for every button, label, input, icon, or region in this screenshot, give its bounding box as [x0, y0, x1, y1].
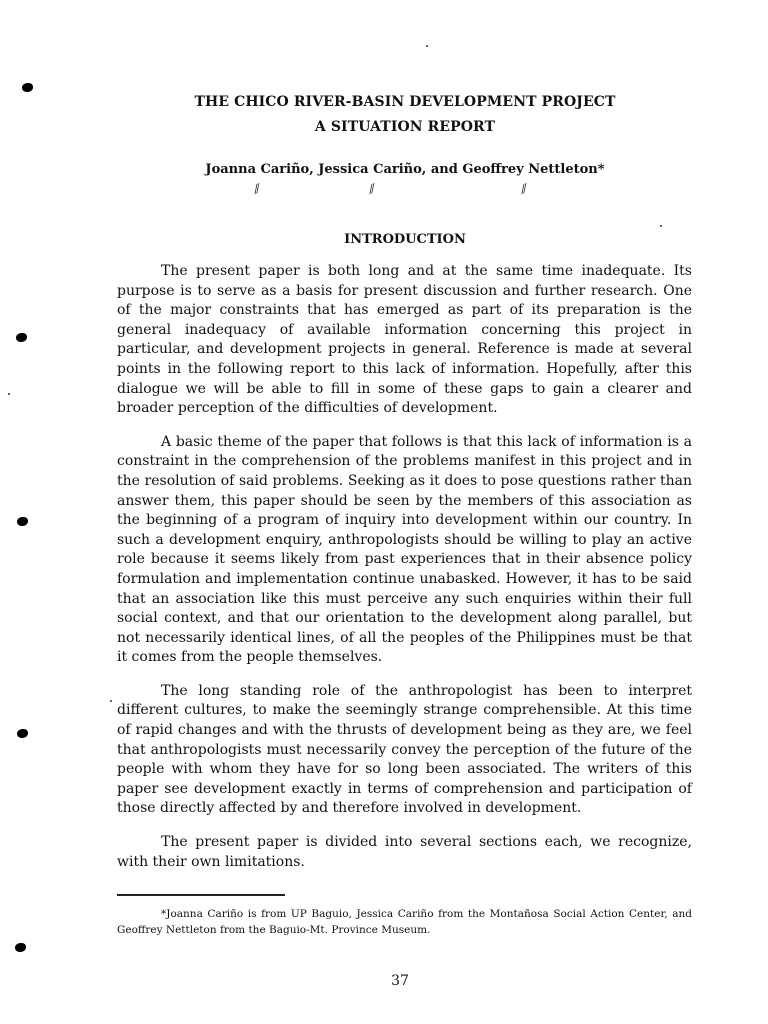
- body-text: [117, 262, 692, 886]
- footnote-divider: [117, 894, 285, 896]
- footnote: *Joanna Cariño is from UP Baguio, Jessica Cariño from the Montañosa Social Action Center, and Geoffrey Nettleton from the Baguio-Mt. Province Museum.: [117, 908, 692, 936]
- paper-title: THE CHICO RIVER-BASIN DEVELOPMENT PROJECT: [194, 94, 616, 110]
- paragraph: The present paper is both long and at the same time inadequate. Its purpose is to serve as a basis for present discussion and further research. One of the major constraints that has emerged as part of its preparation is the general inadequacy of available information concerning this project in particular, and development projects in general. Reference is made at several points in the following report to this lack of information. Hopefully, after this dialogue we will be able to fill in some of these gaps to gain a clearer and broader perception of the difficulties of development.: [117, 263, 692, 417]
- scan-speck: [16, 333, 27, 342]
- scan-speck: [8, 393, 10, 395]
- paragraph: The present paper is divided into several sections each, we recognize, with their own limitations.: [117, 834, 692, 870]
- scan-speck: [17, 517, 28, 526]
- scan-speck: [426, 45, 428, 47]
- scan-speck: [17, 729, 28, 738]
- section-heading: INTRODUCTION: [344, 232, 466, 247]
- scan-speck: [660, 225, 662, 227]
- underline-mark: ⁄⁄: [519, 181, 529, 197]
- scan-speck: [15, 943, 26, 952]
- page-number: 37: [391, 973, 409, 989]
- paragraph: A basic theme of the paper that follows is that this lack of information is a constraint in the comprehension of the problems manifest in this project and in the resolution of said problems. Seeking as it does to pose questions rather than answer them, this paper should be seen by the members of this association as the beginning of a program of inquiry into development within our country. In such a development enquiry, anthropologists should be willing to play an active role because it seems likely from past experiences that in their absence policy formulation and implementation continue unabasked. However, it has to be said that an association like this must perceive any such enquiries within their full social context, and that our orientation to the development along parallel, but not necessarily identical lines, of all the peoples of the Philippines must be that it comes from the people themselves.: [117, 433, 692, 666]
- paper-subtitle: A SITUATION REPORT: [314, 119, 496, 135]
- underline-mark: ⁄⁄: [367, 181, 377, 197]
- paragraph: The long standing role of the anthropologist has been to interpret different cultures, to make the seemingly strange comprehensible. At this time of rapid changes and with the thrusts of development being as they are, we feel that anthropologists must necessarily convey the perception of the future of the people with whom they have for so long been associated. The writers of this paper see development exactly in terms of comprehension and participation of those directly affected by and therefore involved in development.: [117, 682, 692, 817]
- scan-speck: [110, 700, 112, 702]
- author-line: Joanna Cariño, Jessica Cariño, and Geoffrey Nettleton*: [205, 162, 605, 177]
- scan-speck: [22, 83, 33, 92]
- underline-mark: ⁄⁄: [252, 181, 262, 197]
